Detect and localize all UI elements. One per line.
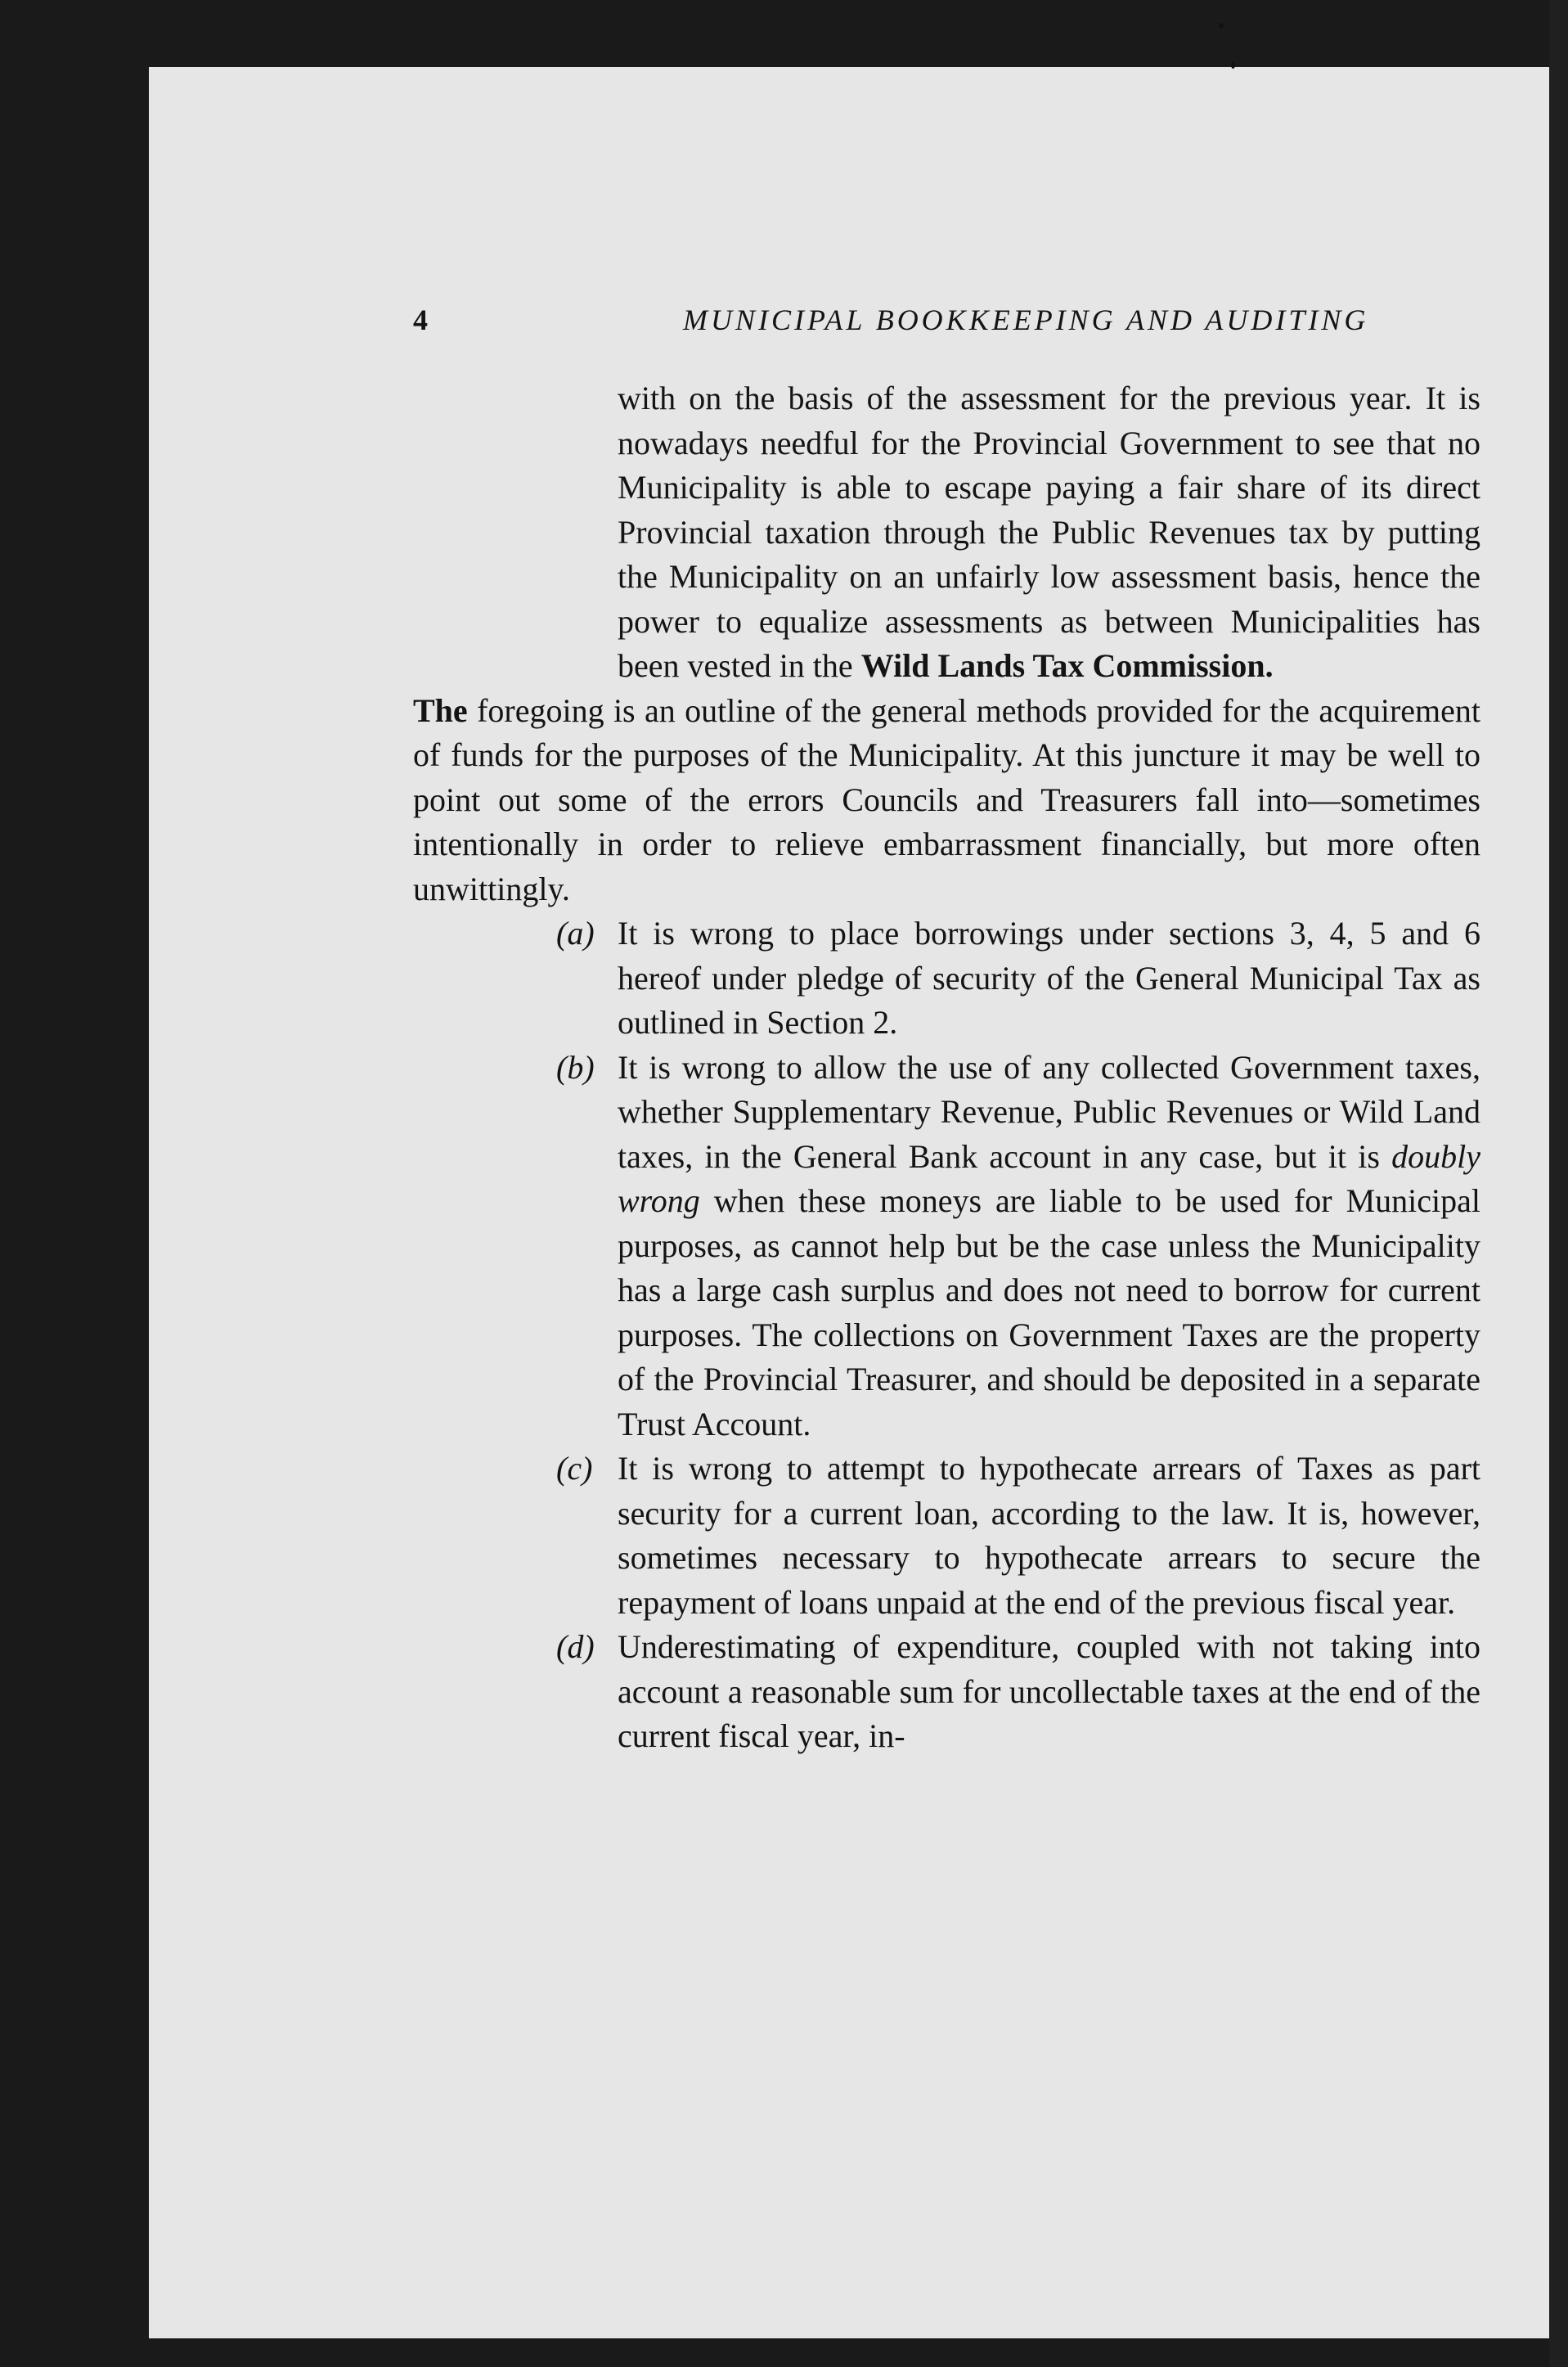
paragraph-lead-word: The [413,691,468,729]
list-marker: (b) [556,1048,595,1086]
list-marker: (a) [556,915,595,952]
paragraph-text: foregoing is an outline of the general methods provided for the acquirement of funds for the purposes of the Municipality. At this juncture it may be well to point out some of the errors Councils and Treasurers fall into—sometimes intentionally in order to relieve embarrassment financially, but more often unwittingly. [413,691,1480,907]
scan-speck [1219,23,1224,28]
list-marker: (c) [556,1450,593,1487]
list-marker: (d) [556,1628,595,1665]
emphasis-text: doubly wrong [618,1137,1481,1219]
commission-name: Wild Lands Tax Commission. [860,647,1274,684]
paragraph-main [413,689,1480,912]
list-item-a [556,911,1480,1046]
running-title: MUNICIPAL BOOKKEEPING AND AUDITING [683,304,1369,336]
list-item-d [556,1625,1480,1759]
list-item-text: It is wrong to place borrowings under sections 3, 4, 5 and 6 hereof under pledge of security of the General Municipal Tax as outlined in Section 2. [618,915,1480,1041]
list-item-c [556,1447,1480,1625]
page-body [413,376,1481,1759]
scan-edge [1549,0,1568,2367]
list-item-text: It is wrong to allow the use of any collected Government taxes, whether Supplementary Revenue, Public Revenues or Wild Land taxes, in the General Bank account in any case, but it is [618,1048,1480,1175]
list-item-b [556,1046,1481,1447]
list-item-text: when these moneys are liable to be used for Municipal purposes, as cannot help but be the case unless the Municipality has a large cash surplus and does not need to borrow for current purposes. The collections on Government Taxes are the property of the Provincial Treasurer, and should be deposited in a separate Trust Account. [618,1182,1481,1442]
running-header [413,303,1476,352]
list-item-text: It is wrong to attempt to hypothecate arrears of Taxes as part security for a current loan, according to the law. It is, however, sometimes necessary to hypothecate arrears to secure the repayment of loans unpaid at the end of the previous fiscal year. [618,1450,1480,1621]
scan-speck [1231,61,1235,69]
page-number: 4 [413,304,431,336]
paragraph-text: with on the basis of the assessment for the previous year. It is nowadays needful for the Provincial Government to see that no Municipality is able to escape paying a fair share of its direct Provincial taxation through the Public Revenues tax by putting the Municipality on an unfairly low assessment basis, hence the power to equalize assessments as between Municipalities has been vested in the [618,380,1480,684]
paragraph-continuation [618,376,1480,689]
list-item-text: Underestimating of expenditure, coupled with not taking into account a reasonable sum for uncollectable taxes at the end of the current fiscal year, in- [618,1628,1480,1754]
